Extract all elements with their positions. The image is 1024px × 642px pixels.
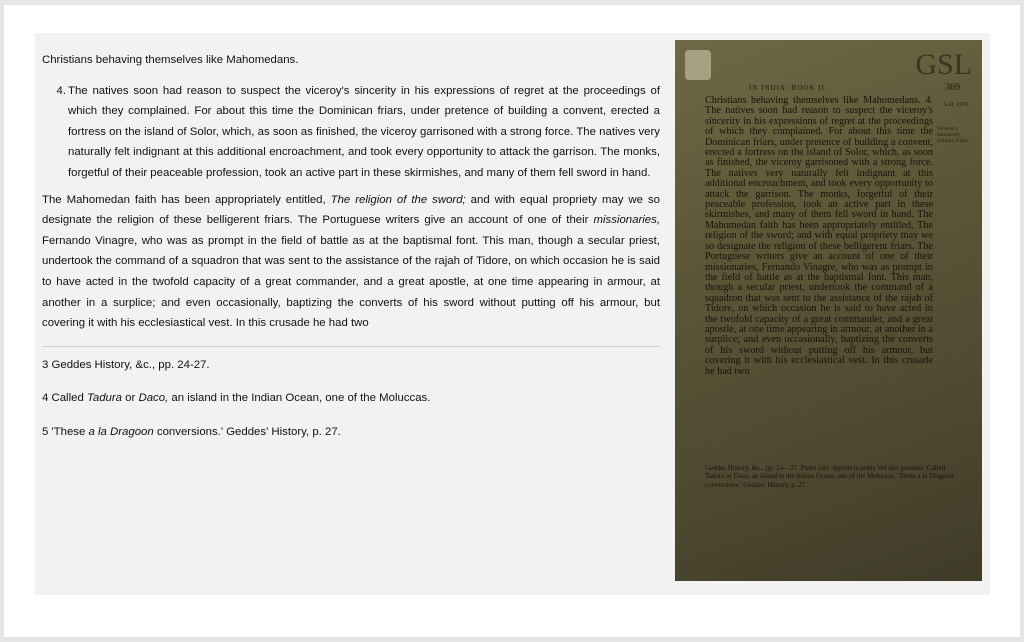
footnote-3: 3 Geddes History, &c., pp. 24-27. [42, 358, 210, 371]
scan-margin-note: Viceroy's insincerity, military friars. [937, 126, 969, 144]
library-logo: GSL [915, 48, 972, 81]
footnote-5-em: a la Dragoon [88, 425, 154, 438]
footnote-4-text-b: or [122, 392, 139, 405]
transcription-column [42, 50, 660, 456]
footnote-5 [42, 422, 660, 443]
page-scan-image[interactable] [675, 40, 982, 581]
numbered-paragraph [42, 81, 660, 184]
body-text-1: The Mahomedan faith has been appropriately entitled, [42, 193, 331, 206]
footnote-4-em-2: Daco, [138, 392, 169, 405]
scan-footnotes: Geddes History, &c., pp. 24—27. Pudet hæc opprobria nobis Vel dici potuisse. Called Tadura or Daco, an island in the Indian Ocean, one of the Moluccas. 'These a la Dragoon conversions.' Geddes' History, p. 27. [705, 464, 954, 489]
body-paragraph [42, 190, 660, 334]
footnote-4 [42, 388, 660, 409]
footnote-4-em-1: Tadura [86, 392, 123, 405]
footnote-5-text-b: conversions.' Geddes' History, p. 27. [153, 425, 341, 438]
body-emphasis-2: missionaries, [593, 214, 660, 227]
scan-page-number: 369 [945, 82, 960, 93]
paragraph-number: 4. [56, 84, 66, 97]
footnote-4-text-c: an island in the Indian Ocean, one of the Moluccas. [168, 392, 431, 405]
footnote-divider [42, 346, 660, 347]
footnote-5-text-a: 5 'These [42, 425, 89, 438]
footnote-4-text-a: 4 Called [42, 392, 87, 405]
body-text-3: Fernando Vinagre, who was as prompt in the field of battle as at the baptismal font. This man, though a secular priest, undertook the command of a squadron that was sent to the assistance of the rajah of Tidore, on which occasion he is said to have acted in the twofold capacity of a great commander, and a great apostle, at one time appearing in armour, at another in a surplice; and even occasionally, baptizing the converts of his sword without putting off his armour, but covering it with his ecclesiastical vest. In this crusade he had two [42, 234, 660, 330]
body-text-2: and with equal propriety may we so designate the religion of these belligerent friars. The Portuguese writers give an account of one of their [42, 193, 660, 227]
scan-margin-year: A.D. 1570. [943, 102, 970, 108]
scan-body-text: Christians behaving themselves like Mahomedans. 4. The natives soon had reason to suspect the viceroy's sincerity in his expressions of regret at the proceedings of which they complained. For about this time the Dominican friars, under pretence of building a convent, erected a fortress on the island of Solor, which, as soon as finished, the viceroy garrisoned with a strong force. The natives very naturally felt indignant at this additional encroachment, and took every opportunity to attack the garrison. The monks, forgetful of their peaceable profession, took an active part in these skirmishes, and many of them fell sword in hand. The Mahomedan faith has been appropriately entitled, The religion of the sword; and with equal propriety may we so designate the religion of these belligerent friars. The Portuguese writers give an account of one of their missionaries, Fernando Vinagre, who was as prompt in the field of battle as at the baptismal font. This man, though a secular priest, undertook the command of a squadron that was sent to the assistance of the rajah of Tidore, on which occasion he is said to have acted in the twofold capacity of a great commander, and a great apostle, at one time appearing in armour, at another in a surplice; and even occasionally, baptizing the converts of his sword without putting off his armour, but covering it with his ecclesiastical vest. In this crusade he had two [705, 95, 933, 377]
running-heading: Christians behaving themselves like Mahomedans. [42, 54, 299, 66]
body-emphasis-1: The religion of the sword; [330, 193, 466, 206]
paragraph-text: The natives soon had reason to suspect the viceroy's sincerity in his expressions of regret at the proceedings of which they complained. For about this time the Dominican friars, under pretence of building a convent, erected a fortress on the island of Solor, which, as soon as finished, the viceroy garrisoned with a strong force. The natives very naturally felt indignant at this additional encroachment, and took every opportunity to attack the garrison. The monks, forgetful of their peaceable profession, took an active part in these skirmishes, and many of them fell sword in hand. [68, 84, 660, 179]
library-emblem-icon [685, 50, 711, 80]
scan-running-header: IN INDIA: BOOK II. [749, 84, 828, 92]
